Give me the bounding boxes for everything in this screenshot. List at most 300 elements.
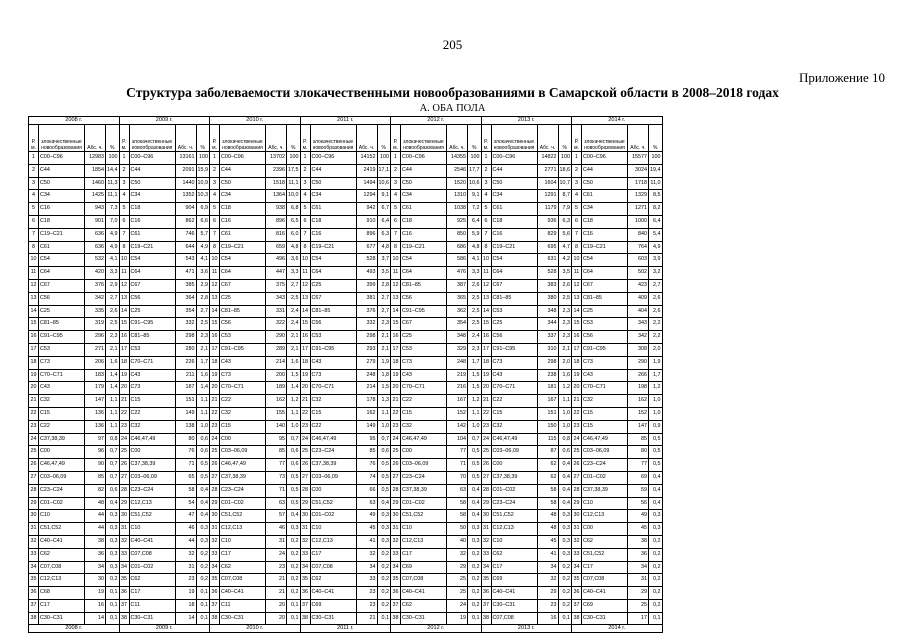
pct-cell: 0,2 — [287, 587, 301, 600]
pct-cell: 2,6 — [558, 279, 572, 292]
year-header: 2009 г. — [119, 117, 210, 125]
rank-cell: 34 — [300, 561, 310, 574]
year-header: 2011 г. — [300, 117, 391, 125]
table-row — [29, 228, 663, 241]
pct-cell: 4,9 — [106, 241, 120, 254]
rank-cell: 17 — [29, 343, 39, 356]
site-cell: C19–C21 — [220, 241, 266, 254]
pct-cell: 2,5 — [196, 318, 210, 331]
abs-cell: 279 — [356, 356, 377, 369]
year-footer: 2009 г. — [119, 625, 210, 633]
rank-cell: 11 — [210, 267, 220, 280]
site-cell: C00 — [582, 523, 628, 536]
pct-cell: 15,9 — [196, 164, 210, 177]
pct-cell: 1,2 — [287, 395, 301, 408]
abs-cell: 686 — [447, 241, 468, 254]
pct-cell: 4,7 — [558, 241, 572, 254]
rank-cell: 7 — [481, 228, 491, 241]
pct-cell: 6,4 — [468, 215, 482, 228]
rank-cell: 35 — [300, 574, 310, 587]
rank-cell: 23 — [300, 420, 310, 433]
col-header-rank: Р. м. — [210, 125, 220, 152]
site-cell: C30–C31 — [39, 612, 85, 625]
pct-cell: 6,4 — [377, 215, 391, 228]
site-cell: C12,C13 — [129, 497, 175, 510]
year-footer: 2014 г. — [572, 625, 663, 633]
site-cell: C07,C08 — [129, 548, 175, 561]
rank-cell: 19 — [300, 369, 310, 382]
abs-cell: 34 — [537, 561, 558, 574]
site-cell: C81–85 — [401, 279, 447, 292]
rank-cell: 29 — [300, 497, 310, 510]
pct-cell: 0,5 — [287, 497, 301, 510]
pct-cell: 0,2 — [558, 587, 572, 600]
rank-cell: 38 — [210, 612, 220, 625]
abs-cell: 50 — [447, 523, 468, 536]
rank-cell: 12 — [210, 279, 220, 292]
rank-cell: 3 — [300, 177, 310, 190]
pct-cell: 2,3 — [377, 318, 391, 331]
site-cell: C22 — [39, 420, 85, 433]
abs-cell: 96 — [85, 446, 106, 459]
pct-cell: 0,4 — [558, 459, 572, 472]
abs-cell: 896 — [266, 215, 287, 228]
year-header-row — [29, 117, 663, 125]
rank-cell: 36 — [572, 587, 582, 600]
rank-cell: 7 — [119, 228, 129, 241]
site-cell: C17 — [401, 548, 447, 561]
site-cell: C23–C24 — [310, 446, 356, 459]
pct-cell: 19,4 — [649, 164, 663, 177]
site-cell: C43 — [129, 369, 175, 382]
rank-cell: 15 — [572, 318, 582, 331]
rank-cell: 25 — [391, 446, 401, 459]
rank-cell: 11 — [119, 267, 129, 280]
rank-cell: 23 — [210, 420, 220, 433]
site-cell: C23–C24 — [39, 484, 85, 497]
pct-cell: 4,8 — [287, 241, 301, 254]
site-cell: C64 — [401, 267, 447, 280]
col-header-rank: Р. м. — [300, 125, 310, 152]
year-header: 2010 г. — [210, 117, 301, 125]
site-cell: C15 — [401, 407, 447, 420]
rank-cell: 2 — [300, 164, 310, 177]
abs-cell: 496 — [266, 254, 287, 267]
site-cell: C91–C95 — [129, 318, 175, 331]
rank-cell: 32 — [572, 535, 582, 548]
pct-cell: 0,5 — [287, 484, 301, 497]
abs-cell: 329 — [447, 343, 468, 356]
abs-cell: 1518 — [266, 177, 287, 190]
pct-cell: 10,3 — [196, 190, 210, 203]
pct-cell: 2,3 — [558, 318, 572, 331]
rank-cell: 14 — [481, 305, 491, 318]
pct-cell: 2,1 — [377, 343, 391, 356]
site-cell: C64 — [39, 267, 85, 280]
abs-cell: 69 — [628, 471, 649, 484]
abs-cell: 76 — [356, 459, 377, 472]
site-cell: C61 — [220, 228, 266, 241]
pct-cell: 0,6 — [287, 459, 301, 472]
pct-cell: 0,1 — [287, 612, 301, 625]
site-cell: C17 — [310, 548, 356, 561]
site-cell: C32 — [310, 395, 356, 408]
year-header: 2012 г. — [391, 117, 482, 125]
site-cell: C37,38,39 — [491, 471, 537, 484]
rank-cell: 17 — [572, 343, 582, 356]
abs-cell: 528 — [537, 267, 558, 280]
pct-cell: 0,5 — [468, 446, 482, 459]
pct-cell: 11,1 — [287, 177, 301, 190]
pct-cell: 0,2 — [377, 548, 391, 561]
abs-cell: 46 — [266, 523, 287, 536]
abs-cell: 1460 — [85, 177, 106, 190]
abs-cell: 149 — [175, 407, 196, 420]
rank-cell: 25 — [572, 446, 582, 459]
year-footer: 2008 г. — [29, 625, 120, 633]
abs-cell: 938 — [266, 203, 287, 216]
rank-cell: 33 — [481, 548, 491, 561]
site-cell: C54 — [220, 254, 266, 267]
site-cell: C70–C71 — [39, 369, 85, 382]
site-cell: C18 — [310, 215, 356, 228]
pct-cell: 1,6 — [196, 369, 210, 382]
site-cell: C12,C13 — [491, 523, 537, 536]
rank-cell: 6 — [29, 215, 39, 228]
rank-cell: 10 — [300, 254, 310, 267]
table-row — [29, 241, 663, 254]
rank-cell: 38 — [572, 612, 582, 625]
pct-cell: 1,4 — [287, 382, 301, 395]
abs-cell: 335 — [85, 305, 106, 318]
site-cell: C37,38,39 — [310, 459, 356, 472]
rank-cell: 4 — [391, 190, 401, 203]
pct-cell: 6,0 — [287, 228, 301, 241]
site-cell: C37,38,39 — [401, 484, 447, 497]
site-cell: C51,C52 — [220, 510, 266, 523]
rank-cell: 22 — [391, 407, 401, 420]
site-cell: C19–C21 — [491, 241, 537, 254]
rank-cell: 21 — [481, 395, 491, 408]
pct-cell: 3,6 — [287, 254, 301, 267]
pct-cell: 3,2 — [649, 267, 663, 280]
rank-cell: 15 — [481, 318, 491, 331]
pct-cell: 2,1 — [106, 343, 120, 356]
site-cell: C40–C41 — [220, 587, 266, 600]
rank-cell: 32 — [300, 535, 310, 548]
site-cell: C67 — [220, 279, 266, 292]
abs-cell: 80 — [628, 446, 649, 459]
pct-cell: 0,1 — [468, 612, 482, 625]
abs-cell: 644 — [175, 241, 196, 254]
abs-cell: 1179 — [537, 203, 558, 216]
pct-cell: 2,6 — [649, 305, 663, 318]
site-cell: C70–C71 — [491, 382, 537, 395]
rank-cell: 10 — [391, 254, 401, 267]
abs-cell: 63 — [266, 497, 287, 510]
abs-cell: 140 — [266, 420, 287, 433]
abs-cell: 298 — [356, 331, 377, 344]
col-header-abs: Абс. ч. — [175, 125, 196, 152]
table-row — [29, 279, 663, 292]
incidence-table — [28, 116, 663, 633]
rank-cell: 6 — [481, 215, 491, 228]
rank-cell: 2 — [119, 164, 129, 177]
pct-cell: 100 — [106, 152, 120, 165]
abs-cell: 136 — [85, 407, 106, 420]
site-cell: C16 — [491, 228, 537, 241]
rank-cell: 6 — [391, 215, 401, 228]
pct-cell: 1,4 — [106, 369, 120, 382]
site-cell: C37,38,39 — [220, 471, 266, 484]
rank-cell: 19 — [391, 369, 401, 382]
site-cell: C56 — [401, 292, 447, 305]
pct-cell: 1,4 — [196, 382, 210, 395]
site-cell: C73 — [129, 382, 175, 395]
pct-cell: 2,4 — [468, 331, 482, 344]
pct-cell: 1,9 — [377, 356, 391, 369]
pct-cell: 0,3 — [377, 510, 391, 523]
site-cell: C25 — [582, 305, 628, 318]
pct-cell: 2,8 — [377, 279, 391, 292]
rank-cell: 27 — [119, 471, 129, 484]
site-cell: C51,C52 — [491, 510, 537, 523]
abs-cell: 147 — [85, 395, 106, 408]
pct-cell: 1,9 — [649, 356, 663, 369]
rank-cell: 34 — [210, 561, 220, 574]
pct-cell: 7,3 — [106, 203, 120, 216]
abs-cell: 58 — [175, 484, 196, 497]
site-cell: C15 — [220, 420, 266, 433]
rank-cell: 23 — [572, 420, 582, 433]
rank-cell: 20 — [119, 382, 129, 395]
pct-cell: 100 — [649, 152, 663, 165]
pct-cell: 1,5 — [287, 369, 301, 382]
col-header-pct: % — [558, 125, 572, 152]
pct-cell: 0,1 — [106, 612, 120, 625]
rank-cell: 8 — [300, 241, 310, 254]
rank-cell: 34 — [29, 561, 39, 574]
rank-cell: 35 — [119, 574, 129, 587]
table-row — [29, 305, 663, 318]
pct-cell: 0,4 — [468, 497, 482, 510]
rank-cell: 15 — [119, 318, 129, 331]
pct-cell: 2,6 — [649, 292, 663, 305]
site-cell: C10 — [491, 535, 537, 548]
abs-cell: 45 — [537, 535, 558, 548]
pct-cell: 11,1 — [106, 190, 120, 203]
pct-cell: 1,4 — [106, 382, 120, 395]
table-row — [29, 177, 663, 190]
pct-cell: 0,5 — [377, 484, 391, 497]
abs-cell: 167 — [537, 395, 558, 408]
pct-cell: 0,5 — [649, 459, 663, 472]
abs-cell: 85 — [85, 471, 106, 484]
pct-cell: 1,1 — [106, 420, 120, 433]
rank-cell: 31 — [391, 523, 401, 536]
pct-cell: 0,7 — [377, 433, 391, 446]
table-row — [29, 215, 663, 228]
pct-cell: 0,9 — [649, 420, 663, 433]
abs-cell: 25 — [447, 574, 468, 587]
site-cell: C51,C52 — [129, 510, 175, 523]
rank-cell: 6 — [572, 215, 582, 228]
pct-cell: 10,0 — [287, 190, 301, 203]
pct-cell: 0,1 — [649, 612, 663, 625]
pct-cell: 17,1 — [377, 164, 391, 177]
site-cell: C07,C08 — [491, 612, 537, 625]
site-cell: C51,C52 — [401, 510, 447, 523]
site-cell: C50 — [220, 177, 266, 190]
site-cell: C61 — [310, 203, 356, 216]
pct-cell: 0,3 — [377, 535, 391, 548]
abs-cell: 29 — [537, 587, 558, 600]
site-cell: C44 — [491, 164, 537, 177]
site-cell: C70–C71 — [310, 382, 356, 395]
rank-cell: 10 — [119, 254, 129, 267]
abs-cell: 13702 — [266, 152, 287, 165]
abs-cell: 74 — [356, 471, 377, 484]
site-cell: C51,C52 — [310, 497, 356, 510]
rank-cell: 1 — [391, 152, 401, 165]
pct-cell: 10,7 — [558, 177, 572, 190]
abs-cell: 24 — [266, 548, 287, 561]
rank-cell: 3 — [572, 177, 582, 190]
site-cell: C00 — [401, 446, 447, 459]
rank-cell: 27 — [572, 471, 582, 484]
site-cell: C44 — [401, 164, 447, 177]
abs-cell: 343 — [266, 292, 287, 305]
site-cell: C46,47,49 — [582, 433, 628, 446]
abs-cell: 44 — [175, 535, 196, 548]
pct-cell: 7,9 — [558, 203, 572, 216]
pct-cell: 8,5 — [649, 190, 663, 203]
rank-cell: 29 — [29, 497, 39, 510]
pct-cell: 0,3 — [558, 523, 572, 536]
rank-cell: 28 — [29, 484, 39, 497]
abs-cell: 2771 — [537, 164, 558, 177]
rank-cell: 21 — [572, 395, 582, 408]
pct-cell: 0,1 — [106, 599, 120, 612]
site-cell: C69 — [582, 599, 628, 612]
rank-cell: 3 — [29, 177, 39, 190]
rank-cell: 7 — [391, 228, 401, 241]
site-cell: C16 — [39, 203, 85, 216]
abs-cell: 187 — [175, 382, 196, 395]
abs-cell: 45 — [628, 523, 649, 536]
site-cell: C67 — [582, 279, 628, 292]
rank-cell: 33 — [210, 548, 220, 561]
rank-cell: 20 — [481, 382, 491, 395]
pct-cell: 2,1 — [287, 343, 301, 356]
pct-cell: 4,1 — [196, 254, 210, 267]
pct-cell: 3,9 — [649, 254, 663, 267]
abs-cell: 183 — [85, 369, 106, 382]
table-row — [29, 433, 663, 446]
pct-cell: 0,2 — [558, 561, 572, 574]
pct-cell: 0,2 — [377, 599, 391, 612]
site-cell: C18 — [129, 203, 175, 216]
pct-cell: 0,2 — [287, 574, 301, 587]
site-cell: C73 — [491, 356, 537, 369]
rank-cell: 16 — [300, 331, 310, 344]
pct-cell: 1,6 — [287, 356, 301, 369]
abs-cell: 17 — [628, 612, 649, 625]
pct-cell: 0,2 — [287, 561, 301, 574]
table-row — [29, 382, 663, 395]
rank-cell: 4 — [210, 190, 220, 203]
site-cell: C46,47,49 — [310, 433, 356, 446]
pct-cell: 5,7 — [196, 228, 210, 241]
rank-cell: 33 — [119, 548, 129, 561]
table-row — [29, 407, 663, 420]
abs-cell: 342 — [85, 292, 106, 305]
site-cell: C56 — [220, 318, 266, 331]
abs-cell: 942 — [356, 203, 377, 216]
site-cell: C00–C96 — [582, 152, 628, 165]
pct-cell: 17,7 — [468, 164, 482, 177]
rank-cell: 11 — [572, 267, 582, 280]
rank-cell: 34 — [391, 561, 401, 574]
table-row — [29, 548, 663, 561]
abs-cell: 82 — [85, 484, 106, 497]
pct-cell: 0,5 — [649, 446, 663, 459]
abs-cell: 66 — [356, 484, 377, 497]
pct-cell: 0,2 — [649, 535, 663, 548]
site-cell: C19–C21 — [582, 241, 628, 254]
site-cell: C19–C21 — [310, 241, 356, 254]
pct-cell: 0,4 — [196, 497, 210, 510]
rank-cell: 32 — [29, 535, 39, 548]
rank-cell: 36 — [391, 587, 401, 600]
pct-cell: 0,4 — [649, 484, 663, 497]
site-cell: C54 — [401, 254, 447, 267]
pct-cell: 0,5 — [468, 459, 482, 472]
site-cell: C12,C13 — [310, 535, 356, 548]
rank-cell: 10 — [29, 254, 39, 267]
abs-cell: 13161 — [175, 152, 196, 165]
pct-cell: 3,5 — [377, 267, 391, 280]
site-cell: C10 — [129, 523, 175, 536]
site-cell: C10 — [220, 535, 266, 548]
table-row — [29, 587, 663, 600]
abs-cell: 19 — [447, 612, 468, 625]
abs-cell: 1425 — [85, 190, 106, 203]
col-header-site: злокачественные новообразования — [310, 125, 356, 152]
pct-cell: 0,5 — [196, 471, 210, 484]
table-row — [29, 574, 663, 587]
abs-cell: 38 — [85, 535, 106, 548]
abs-cell: 142 — [447, 420, 468, 433]
abs-cell: 76 — [175, 446, 196, 459]
abs-cell: 36 — [85, 548, 106, 561]
site-cell: C01–C02 — [401, 497, 447, 510]
rank-cell: 13 — [572, 292, 582, 305]
abs-cell: 1854 — [85, 164, 106, 177]
site-cell: C00 — [129, 446, 175, 459]
pct-cell: 2,0 — [558, 356, 572, 369]
site-cell: C03–06,09 — [401, 459, 447, 472]
site-cell: C54 — [129, 254, 175, 267]
rank-cell: 16 — [572, 331, 582, 344]
rank-cell: 25 — [119, 446, 129, 459]
abs-cell: 181 — [537, 382, 558, 395]
rank-cell: 29 — [391, 497, 401, 510]
rank-cell: 30 — [481, 510, 491, 523]
col-header-site: злокачественные новообразования — [491, 125, 537, 152]
rank-cell: 25 — [29, 446, 39, 459]
rank-cell: 12 — [391, 279, 401, 292]
